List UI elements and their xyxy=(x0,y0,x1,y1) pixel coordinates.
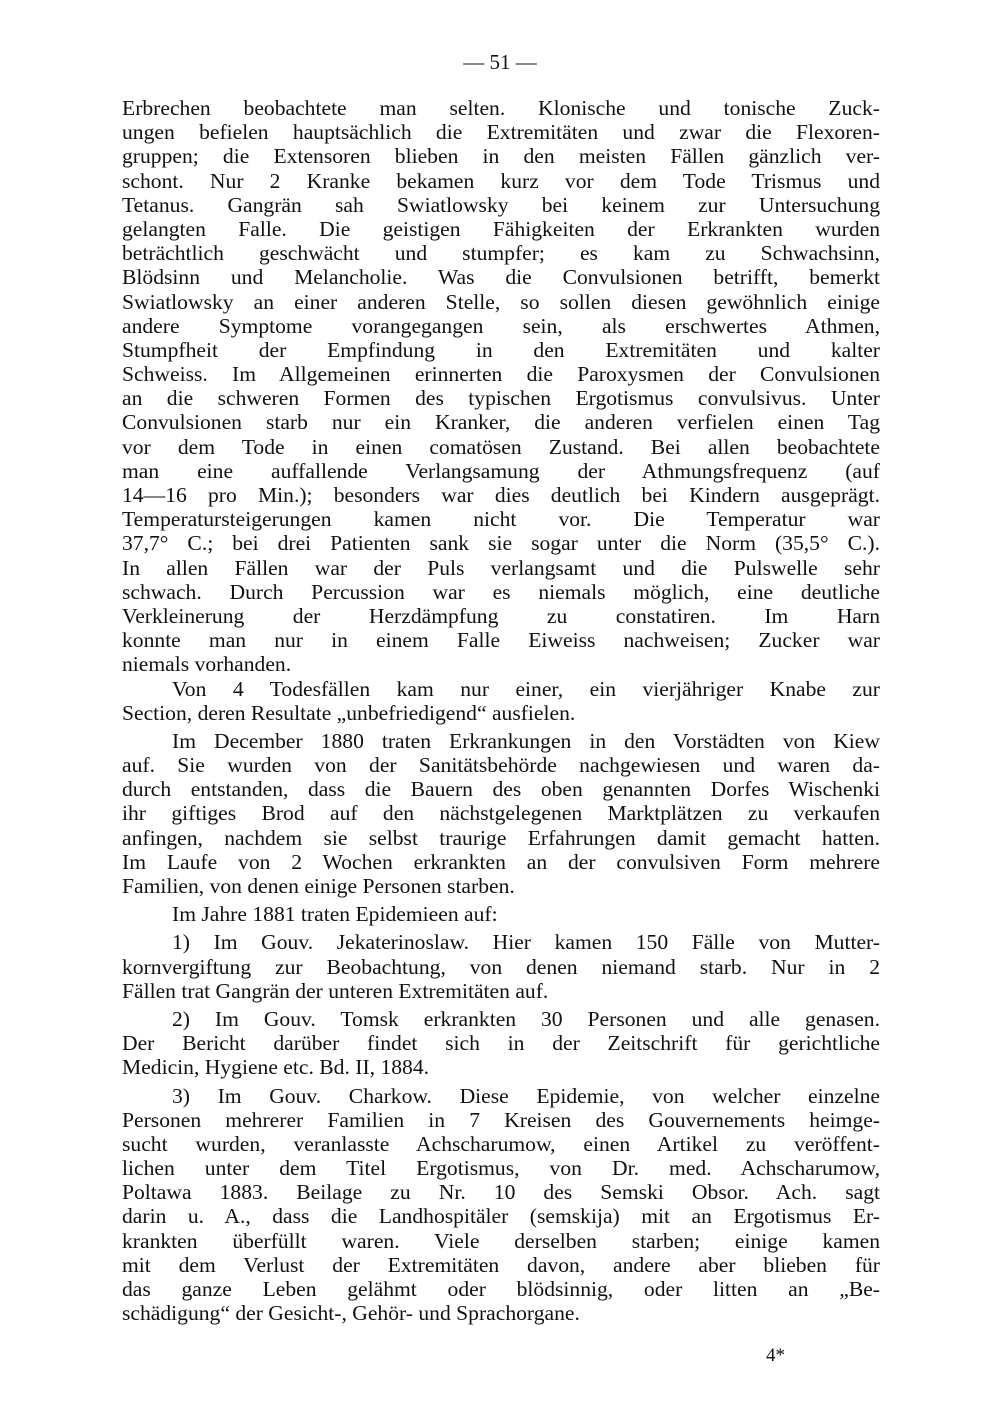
text-line: niemals vorhanden. xyxy=(122,652,292,677)
text-line: Im Laufe von 2 Wochen erkrankten an der convulsiven Form mehrere xyxy=(122,849,880,874)
text-line: lichen unter dem Titel Ergotismus, von Dr. med. Achscharumow, xyxy=(122,1156,880,1181)
text-line: darin u. A., dass die Landhospitäler (semskija) mit an Ergotismus Er- xyxy=(122,1204,880,1229)
text-line: krankten überfüllt waren. Viele derselben starben; einige kamen xyxy=(122,1228,880,1253)
list-item-2: 2) Im Gouv. Tomsk erkrankten 30 Personen und alle genasen. xyxy=(172,1006,880,1031)
text-line: vor dem Tode in einen comatösen Zustand. Bei allen beobachtete xyxy=(122,434,880,459)
text-line: schädigung“ der Gesicht-, Gehör- und Sprachorgane. xyxy=(122,1301,580,1326)
text-body xyxy=(122,96,880,1325)
text-line: sucht wurden, veranlasste Achscharumow, einen Artikel zu veröffent- xyxy=(122,1131,880,1156)
page-number: — 51 — xyxy=(463,50,537,74)
text-line: Tetanus. Gangrän sah Swiatlowsky bei keinem zur Untersuchung xyxy=(122,192,880,217)
text-line: ungen befielen hauptsächlich die Extremitäten und zwar die Flexoren- xyxy=(122,120,880,145)
text-line: auf. Sie wurden von der Sanitätsbehörde nachgewiesen und waren da- xyxy=(122,753,880,778)
text-line: Personen mehrerer Familien in 7 Kreisen des Gouvernements heimge- xyxy=(122,1107,880,1132)
list-item-1: 1) Im Gouv. Jekaterinoslaw. Hier kamen 150 Fälle von Mutter- xyxy=(172,930,880,955)
text-line: Erbrechen beobachtete man selten. Klonische und tonische Zuck- xyxy=(122,96,880,120)
text-line: kornvergiftung zur Beobachtung, von denen niemand starb. Nur in 2 xyxy=(122,954,880,979)
text-line: Schweiss. Im Allgemeinen erinnerten die Paroxysmen der Convulsionen xyxy=(122,362,880,387)
text-line: 37,7° C.; bei drei Patienten sank sie sogar unter die Norm (35,5° C.). xyxy=(122,531,880,556)
text-line: Poltawa 1883. Beilage zu Nr. 10 des Semski Obsor. Ach. sagt xyxy=(122,1180,880,1205)
text-line: Familien, von denen einige Personen starben. xyxy=(122,874,515,898)
text-line: Blödsinn und Melancholie. Was die Convulsionen betrifft, bemerkt xyxy=(122,265,880,290)
text-line: In allen Fällen war der Puls verlangsamt und die Pulswelle sehr xyxy=(122,555,880,580)
paragraph-first-line: Im Jahre 1881 traten Epidemieen auf: xyxy=(172,902,498,927)
text-line: Stumpfheit der Empfindung in den Extremitäten und kalter xyxy=(122,337,880,362)
list-item-3: 3) Im Gouv. Charkow. Diese Epidemie, von welcher einzelne xyxy=(172,1083,880,1108)
text-line: Verkleinerung der Herzdämpfung zu constatiren. Im Harn xyxy=(122,603,880,628)
text-line: ihr giftiges Brod auf den nächstgelegenen Marktplätzen zu verkaufen xyxy=(122,801,880,826)
text-line: Section, deren Resultate „unbefriedigend“ ausfielen. xyxy=(122,700,576,725)
text-line: gelangten Falle. Die geistigen Fähigkeiten der Erkrankten wurden xyxy=(122,216,880,241)
paragraph-first-line: Von 4 Todesfällen kam nur einer, ein vierjähriger Knabe zur xyxy=(172,676,880,701)
text-line: Temperatursteigerungen kamen nicht vor. Die Temperatur war xyxy=(122,507,880,532)
text-line: Swiatlowsky an einer anderen Stelle, so sollen diesen gewöhnlich einige xyxy=(122,289,880,314)
text-line: Fällen trat Gangrän der unteren Extremitäten auf. xyxy=(122,978,549,1003)
text-line: anfingen, nachdem sie selbst traurige Erfahrungen damit gemacht hatten. xyxy=(122,825,880,850)
paragraph-first-line: Im December 1880 traten Erkrankungen in den Vorstädten von Kiew xyxy=(172,728,880,753)
text-line: schwach. Durch Percussion war es niemals möglich, eine deutliche xyxy=(122,579,880,604)
text-line: Der Bericht darüber findet sich in der Zeitschrift für gerichtliche xyxy=(122,1031,880,1056)
text-line: gruppen; die Extensoren blieben in den meisten Fällen gänzlich ver- xyxy=(122,144,880,169)
text-line: Convulsionen starb nur ein Kranker, die anderen verfielen einen Tag xyxy=(122,410,880,435)
text-line: beträchtlich geschwächt und stumpfer; es kam zu Schwachsinn, xyxy=(122,241,880,266)
text-line: andere Symptome vorangegangen sein, als erschwertes Athmen, xyxy=(122,313,880,338)
text-line: das ganze Leben gelähmt oder blödsinnig, oder litten an „Be- xyxy=(122,1277,880,1301)
text-line: schont. Nur 2 Kranke bekamen kurz vor dem Tode Trismus und xyxy=(122,168,880,193)
text-line: Medicin, Hygiene etc. Bd. II, 1884. xyxy=(122,1055,430,1080)
text-line: an die schweren Formen des typischen Ergotismus convulsivus. Unter xyxy=(122,386,880,411)
text-line: man eine auffallende Verlangsamung der Athmungsfrequenz (auf xyxy=(122,458,880,483)
text-line: durch entstanden, dass die Bauern des oben genannten Dorfes Wischenki xyxy=(122,777,880,802)
signature-mark: 4* xyxy=(766,1345,785,1366)
text-line: konnte man nur in einem Falle Eiweiss nachweisen; Zucker war xyxy=(122,628,880,653)
text-line: 14—16 pro Min.); besonders war dies deutlich bei Kindern ausgeprägt. xyxy=(122,483,880,507)
text-line: mit dem Verlust der Extremitäten davon, andere aber blieben für xyxy=(122,1252,880,1277)
